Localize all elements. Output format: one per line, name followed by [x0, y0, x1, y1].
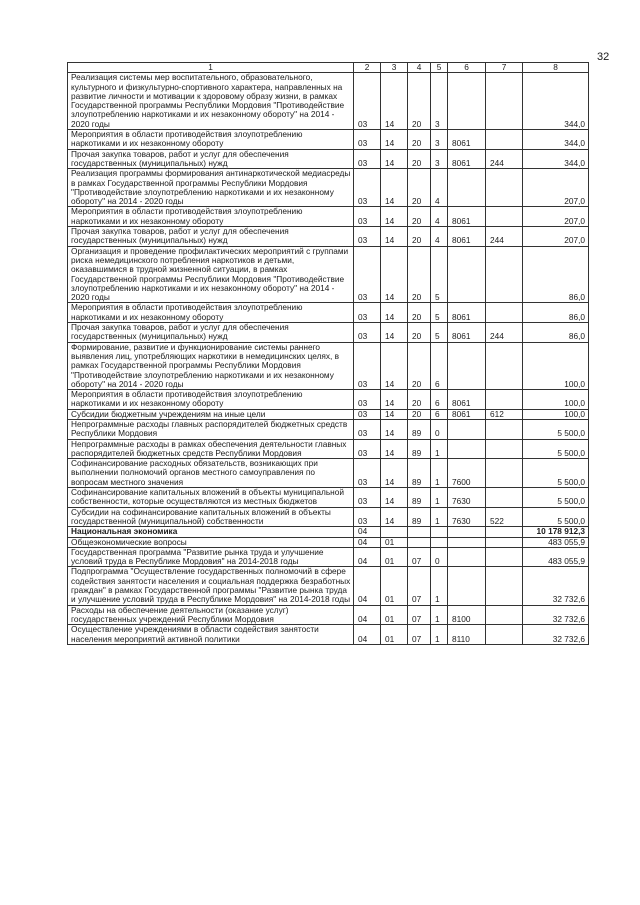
row-sum-cell: 344,0 [523, 73, 589, 130]
row-code-cell: 89 [408, 459, 431, 488]
row-name-cell: Субсидии на софинансирование капитальных вложений в объекты государственной (муниципальной) собственности [68, 507, 354, 527]
table-body [68, 73, 589, 645]
row-name-cell: Мероприятия в области противодействия злоупотреблению наркотиками и их незаконному обороту [68, 207, 354, 227]
row-code-cell [486, 342, 523, 389]
row-code-cell: 8061 [448, 227, 486, 247]
col-header: 4 [408, 63, 431, 73]
row-code-cell: 04 [354, 567, 381, 605]
row-code-cell: 8061 [448, 409, 486, 419]
row-code-cell: 1 [431, 459, 448, 488]
row-code-cell: 3 [431, 149, 448, 169]
table-row [68, 527, 589, 537]
row-code-cell: 1 [431, 605, 448, 625]
row-code-cell: 20 [408, 169, 431, 207]
row-sum-cell: 344,0 [523, 130, 589, 150]
col-header: 1 [68, 63, 354, 73]
row-code-cell: 0 [431, 547, 448, 567]
table-row [68, 419, 589, 439]
row-code-cell: 6 [431, 390, 448, 410]
row-code-cell: 244 [486, 149, 523, 169]
row-name-cell: Формирование, развитие и функционирование системы раннего выявления лиц, употребляющих наркотики в немедицинских целях, в рамках Государственной программы Республики Мордовия "Противодействие злоупотреблению наркотиками и их незаконному обороту" на 2014 - 2020 годы [68, 342, 354, 389]
row-code-cell: 8061 [448, 207, 486, 227]
row-code-cell: 20 [408, 246, 431, 303]
row-code-cell: 01 [381, 547, 408, 567]
row-code-cell: 03 [354, 419, 381, 439]
row-code-cell [448, 537, 486, 547]
row-sum-cell: 207,0 [523, 207, 589, 227]
row-name-cell: Софинансирование капитальных вложений в объекты муниципальной собственности, которые осуществляются из местных бюджетов [68, 488, 354, 508]
row-code-cell: 14 [381, 390, 408, 410]
row-name-cell: Организация и проведение профилактических мероприятий с группами риска немедицинского потребления наркотиков и детьми, оказавшимися в трудной жизненной ситуации, в рамках Государственной программы Республики Мордовия "Противодействие злоупотреблению наркотиками и их незаконному обороту" на 2014 - 2020 годы [68, 246, 354, 303]
row-code-cell: 03 [354, 73, 381, 130]
row-sum-cell: 207,0 [523, 227, 589, 247]
row-name-cell: Осуществление учреждениями в области содействия занятости населения мероприятий активной политики [68, 625, 354, 645]
row-code-cell: 03 [354, 246, 381, 303]
row-code-cell: 20 [408, 409, 431, 419]
row-code-cell: 14 [381, 149, 408, 169]
row-code-cell [486, 567, 523, 605]
row-code-cell: 89 [408, 419, 431, 439]
row-code-cell: 14 [381, 459, 408, 488]
row-code-cell [448, 547, 486, 567]
row-code-cell: 8061 [448, 323, 486, 343]
row-code-cell: 03 [354, 130, 381, 150]
row-code-cell: 03 [354, 323, 381, 343]
row-code-cell: 04 [354, 547, 381, 567]
row-code-cell: 7630 [448, 507, 486, 527]
row-code-cell: 03 [354, 488, 381, 508]
row-code-cell: 8110 [448, 625, 486, 645]
row-code-cell: 03 [354, 227, 381, 247]
row-code-cell: 1 [431, 439, 448, 459]
row-code-cell: 03 [354, 507, 381, 527]
row-sum-cell: 86,0 [523, 323, 589, 343]
row-code-cell: 01 [381, 537, 408, 547]
row-code-cell [486, 130, 523, 150]
row-sum-cell: 100,0 [523, 390, 589, 410]
row-code-cell: 03 [354, 409, 381, 419]
table-row [68, 227, 589, 247]
table-row [68, 537, 589, 547]
row-code-cell: 5 [431, 323, 448, 343]
row-name-cell: Непрограммные расходы главных распорядителей бюджетных средств Республики Мордовия [68, 419, 354, 439]
row-code-cell: 03 [354, 149, 381, 169]
row-code-cell: 612 [486, 409, 523, 419]
row-code-cell: 6 [431, 342, 448, 389]
row-code-cell: 04 [354, 527, 381, 537]
row-name-cell: Мероприятия в области противодействия злоупотреблению наркотиками и их незаконному обороту [68, 303, 354, 323]
row-code-cell [486, 527, 523, 537]
row-name-cell: Прочая закупка товаров, работ и услуг для обеспечения государственных (муниципальных) нужд [68, 149, 354, 169]
row-code-cell [486, 207, 523, 227]
table-row [68, 459, 589, 488]
row-sum-cell: 483 055,9 [523, 547, 589, 567]
row-code-cell: 6 [431, 409, 448, 419]
row-code-cell: 03 [354, 169, 381, 207]
row-sum-cell: 5 500,0 [523, 488, 589, 508]
row-code-cell: 20 [408, 390, 431, 410]
row-code-cell [486, 390, 523, 410]
table-row [68, 130, 589, 150]
row-code-cell: 5 [431, 246, 448, 303]
row-code-cell [431, 527, 448, 537]
row-code-cell [448, 439, 486, 459]
row-name-cell: Непрограммные расходы в рамках обеспечения деятельности главных распорядителей бюджетных средств Республики Мордовия [68, 439, 354, 459]
row-code-cell: 20 [408, 303, 431, 323]
row-code-cell [486, 488, 523, 508]
row-code-cell: 8061 [448, 303, 486, 323]
row-code-cell: 89 [408, 439, 431, 459]
row-code-cell: 0 [431, 419, 448, 439]
table-row [68, 246, 589, 303]
row-code-cell [486, 419, 523, 439]
page-number: 32 [597, 51, 610, 63]
row-sum-cell: 32 732,6 [523, 625, 589, 645]
table-row [68, 323, 589, 343]
col-header: 2 [354, 63, 381, 73]
row-code-cell: 4 [431, 169, 448, 207]
row-code-cell: 03 [354, 207, 381, 227]
row-code-cell: 14 [381, 409, 408, 419]
row-code-cell: 20 [408, 207, 431, 227]
table-row [68, 605, 589, 625]
row-code-cell: 20 [408, 323, 431, 343]
table-row [68, 169, 589, 207]
row-code-cell: 04 [354, 625, 381, 645]
row-sum-cell: 32 732,6 [523, 605, 589, 625]
table-row [68, 567, 589, 605]
row-code-cell: 03 [354, 390, 381, 410]
row-code-cell [381, 527, 408, 537]
row-code-cell: 7600 [448, 459, 486, 488]
row-code-cell: 20 [408, 227, 431, 247]
row-sum-cell: 5 500,0 [523, 507, 589, 527]
row-code-cell: 522 [486, 507, 523, 527]
row-name-cell: Софинансирование расходных обязательств, возникающих при выполнении полномочий органов местного самоуправления по вопросам местного значения [68, 459, 354, 488]
row-code-cell [486, 547, 523, 567]
row-sum-cell: 483 055,9 [523, 537, 589, 547]
row-code-cell [486, 169, 523, 207]
table-row [68, 547, 589, 567]
row-code-cell: 14 [381, 246, 408, 303]
row-code-cell: 01 [381, 625, 408, 645]
row-sum-cell: 86,0 [523, 303, 589, 323]
row-name-cell: Мероприятия в области противодействия злоупотреблению наркотиками и их незаконному обороту [68, 130, 354, 150]
row-sum-cell: 100,0 [523, 342, 589, 389]
row-code-cell: 8061 [448, 149, 486, 169]
row-name-cell: Государственная программа "Развитие рынка труда и улучшение условий труда в Республике Мордовия" на 2014-2018 годы [68, 547, 354, 567]
col-header: 3 [381, 63, 408, 73]
row-sum-cell: 207,0 [523, 169, 589, 207]
row-code-cell [408, 527, 431, 537]
row-code-cell [486, 625, 523, 645]
col-header: 6 [448, 63, 486, 73]
row-code-cell: 14 [381, 439, 408, 459]
table-row [68, 303, 589, 323]
row-code-cell [486, 246, 523, 303]
row-name-cell: Прочая закупка товаров, работ и услуг для обеспечения государственных (муниципальных) нужд [68, 323, 354, 343]
row-code-cell: 14 [381, 507, 408, 527]
row-code-cell [431, 537, 448, 547]
row-code-cell: 01 [381, 567, 408, 605]
table-row [68, 390, 589, 410]
row-code-cell: 3 [431, 73, 448, 130]
row-code-cell: 14 [381, 303, 408, 323]
table-row [68, 439, 589, 459]
row-code-cell: 8061 [448, 130, 486, 150]
row-code-cell: 4 [431, 207, 448, 227]
row-code-cell: 20 [408, 73, 431, 130]
table-row [68, 342, 589, 389]
row-code-cell [448, 419, 486, 439]
row-code-cell: 20 [408, 130, 431, 150]
row-code-cell: 14 [381, 169, 408, 207]
table-row [68, 507, 589, 527]
col-header: 8 [523, 63, 589, 73]
row-code-cell: 4 [431, 227, 448, 247]
table-row [68, 625, 589, 645]
table-row [68, 488, 589, 508]
row-name-cell: Реализация программы формирования антинаркотической медиасреды в рамках Государственной программы Республики Мордовия "Противодействие злоупотреблению наркотиками и их незаконному обороту" на 2014 - 2020 годы [68, 169, 354, 207]
row-code-cell: 20 [408, 149, 431, 169]
row-code-cell: 14 [381, 419, 408, 439]
row-code-cell [448, 567, 486, 605]
row-code-cell: 244 [486, 323, 523, 343]
row-sum-cell: 5 500,0 [523, 459, 589, 488]
row-code-cell: 03 [354, 303, 381, 323]
table-row [68, 149, 589, 169]
row-sum-cell: 5 500,0 [523, 439, 589, 459]
row-code-cell [486, 459, 523, 488]
row-code-cell: 89 [408, 488, 431, 508]
row-code-cell: 14 [381, 130, 408, 150]
row-code-cell [448, 169, 486, 207]
row-code-cell: 20 [408, 342, 431, 389]
row-sum-cell: 32 732,6 [523, 567, 589, 605]
row-code-cell: 01 [381, 605, 408, 625]
row-sum-cell: 10 178 912,3 [523, 527, 589, 537]
row-code-cell [448, 73, 486, 130]
row-code-cell [486, 537, 523, 547]
row-code-cell [486, 439, 523, 459]
row-sum-cell: 86,0 [523, 246, 589, 303]
row-code-cell: 8061 [448, 390, 486, 410]
row-code-cell: 03 [354, 342, 381, 389]
table-row [68, 207, 589, 227]
row-code-cell: 1 [431, 567, 448, 605]
row-name-cell: Общеэкономические вопросы [68, 537, 354, 547]
row-sum-cell: 344,0 [523, 149, 589, 169]
row-code-cell: 03 [354, 459, 381, 488]
row-code-cell: 14 [381, 342, 408, 389]
col-header: 5 [431, 63, 448, 73]
row-code-cell [408, 537, 431, 547]
col-header: 7 [486, 63, 523, 73]
row-code-cell: 1 [431, 625, 448, 645]
table-row [68, 73, 589, 130]
row-code-cell [448, 527, 486, 537]
row-code-cell: 1 [431, 507, 448, 527]
budget-table [67, 62, 589, 645]
row-name-cell: Подпрограмма "Осуществление государственных полномочий в сфере содействия занятости населения и социальная поддержка безработных граждан" в рамках Государственной программы "Развитие рынка труда и улучшение условий труда в Республике Мордовия" на 2014-2018 годы [68, 567, 354, 605]
row-code-cell: 14 [381, 73, 408, 130]
row-code-cell [486, 303, 523, 323]
row-name-cell: Мероприятия в области противодействия злоупотреблению наркотиками и их незаконному обороту [68, 390, 354, 410]
row-code-cell: 7630 [448, 488, 486, 508]
row-code-cell: 04 [354, 537, 381, 547]
table-row [68, 409, 589, 419]
row-code-cell [486, 605, 523, 625]
row-name-cell: Расходы на обеспечение деятельности (оказание услуг) государственных учреждений Республики Мордовия [68, 605, 354, 625]
row-code-cell: 3 [431, 130, 448, 150]
row-code-cell [448, 342, 486, 389]
row-code-cell: 07 [408, 567, 431, 605]
row-code-cell: 1 [431, 488, 448, 508]
row-code-cell: 04 [354, 605, 381, 625]
row-code-cell: 07 [408, 547, 431, 567]
row-sum-cell: 5 500,0 [523, 419, 589, 439]
row-code-cell: 244 [486, 227, 523, 247]
row-name-cell: Национальная экономика [68, 527, 354, 537]
row-code-cell: 14 [381, 207, 408, 227]
row-code-cell: 8100 [448, 605, 486, 625]
row-code-cell: 14 [381, 488, 408, 508]
row-name-cell: Реализация системы мер воспитательного, образовательного, культурного и физкультурно-спортивного характера, направленных на развитие личности и мотивации к здоровому образу жизни, в рамках Государственной программы Республики Мордовия "Противодействие злоупотреблению наркотиками и их незаконному обороту" на 2014 - 2020 годы [68, 73, 354, 130]
row-code-cell: 07 [408, 605, 431, 625]
row-sum-cell: 100,0 [523, 409, 589, 419]
row-code-cell [486, 73, 523, 130]
row-code-cell: 14 [381, 323, 408, 343]
row-code-cell: 5 [431, 303, 448, 323]
row-code-cell [448, 246, 486, 303]
header-row [68, 63, 589, 73]
row-name-cell: Субсидии бюджетным учреждениям на иные цели [68, 409, 354, 419]
row-code-cell: 89 [408, 507, 431, 527]
row-code-cell: 07 [408, 625, 431, 645]
row-code-cell: 03 [354, 439, 381, 459]
row-code-cell: 14 [381, 227, 408, 247]
row-name-cell: Прочая закупка товаров, работ и услуг для обеспечения государственных (муниципальных) нужд [68, 227, 354, 247]
